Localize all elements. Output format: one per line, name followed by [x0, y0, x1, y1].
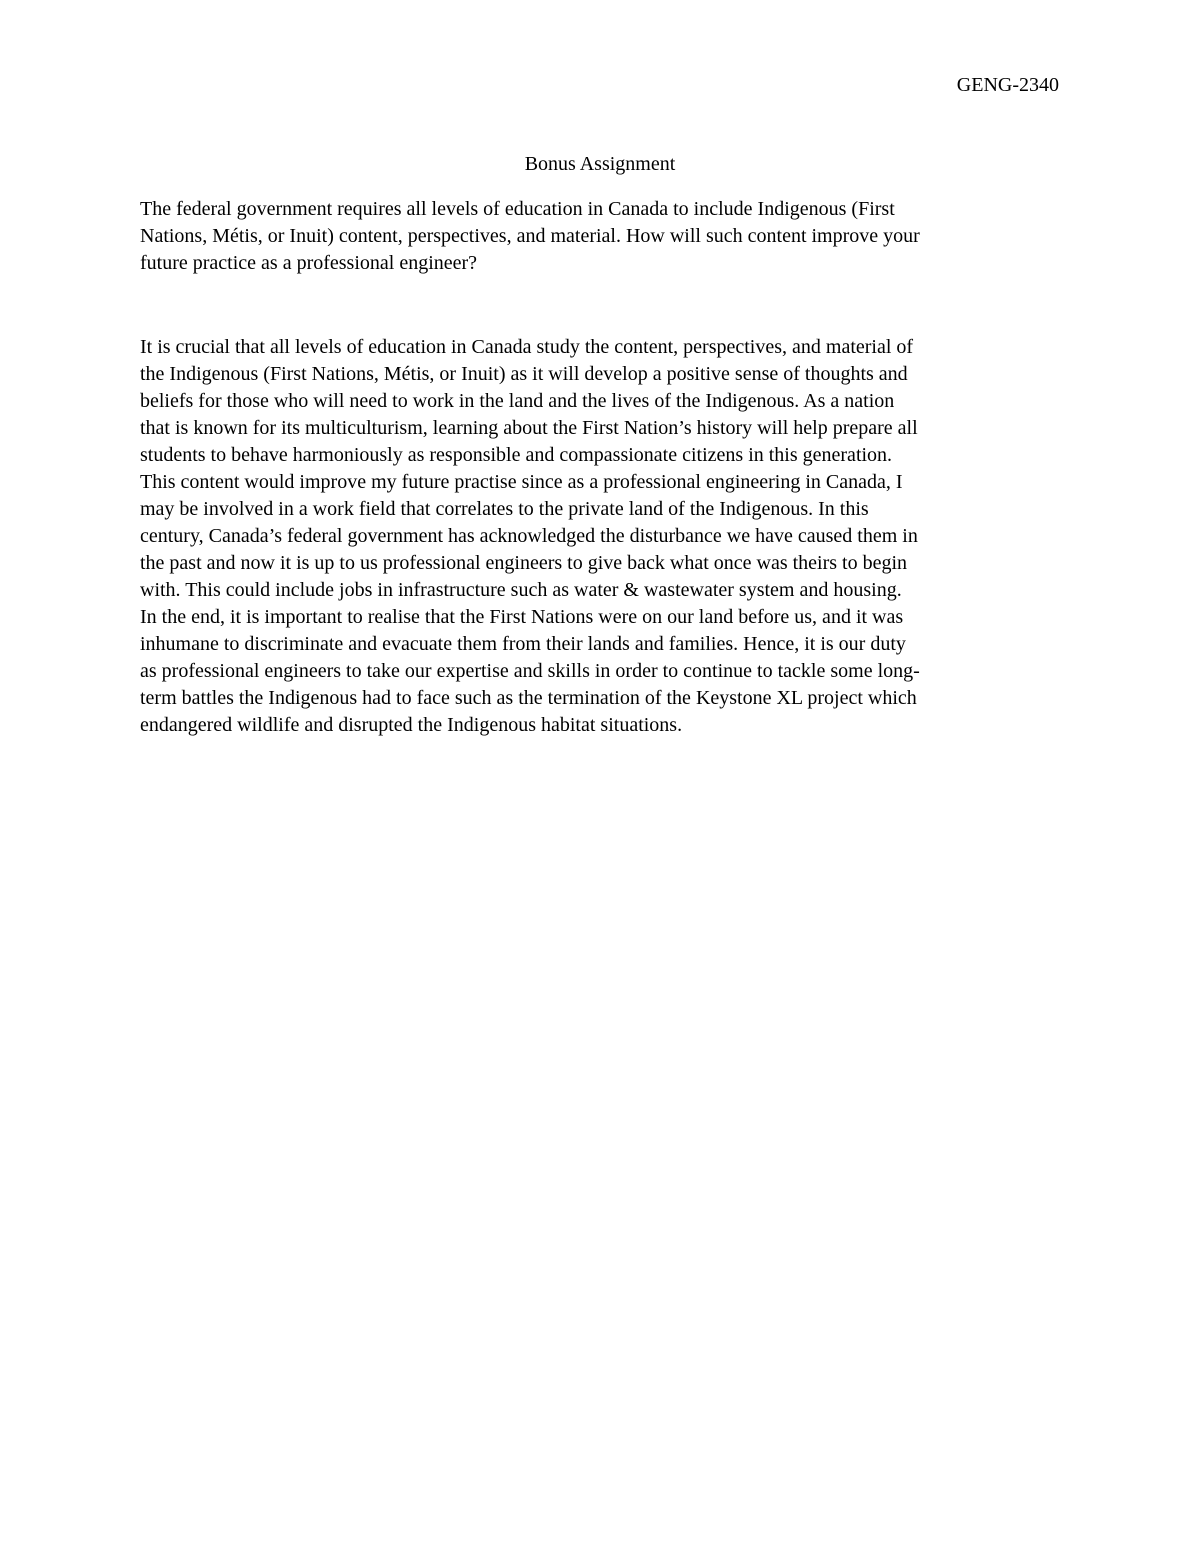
page-title: Bonus Assignment [524, 153, 676, 175]
answer-line: endangered wildlife and disrupted the Indigenous habitat situations. [140, 714, 683, 736]
answer-line: that is known for its multiculturism, learning about the First Nation’s history will help prepare all [140, 417, 918, 439]
answer-line: inhumane to discriminate and evacuate them from their lands and families. Hence, it is our duty [140, 633, 906, 655]
question-line: Nations, Métis, or Inuit) content, perspectives, and material. How will such content improve your [140, 225, 920, 247]
answer-line: It is crucial that all levels of education in Canada study the content, perspectives, and material of [140, 336, 914, 358]
answer-line: term battles the Indigenous had to face such as the termination of the Keystone XL project which [140, 687, 917, 709]
question-paragraph [140, 196, 1070, 277]
question-line: The federal government requires all levels of education in Canada to include Indigenous (First [140, 198, 895, 220]
answer-line: may be involved in a work field that correlates to the private land of the Indigenous. In this [140, 498, 869, 520]
answer-line: This content would improve my future practise since as a professional engineering in Canada, I [140, 471, 903, 493]
answer-line: the past and now it is up to us professional engineers to give back what once was theirs to begin [140, 552, 908, 574]
answer-line: In the end, it is important to realise that the First Nations were on our land before us, and it was [140, 606, 904, 628]
answer-paragraph [140, 334, 1070, 739]
answer-line: beliefs for those who will need to work in the land and the lives of the Indigenous. As a nation [140, 390, 895, 412]
answer-line: students to behave harmoniously as responsible and compassionate citizens in this generation. [140, 444, 893, 466]
question-line: future practice as a professional engineer? [140, 252, 478, 274]
answer-line: century, Canada’s federal government has acknowledged the disturbance we have caused them in [140, 525, 918, 547]
answer-line: as professional engineers to take our expertise and skills in order to continue to tackle some long- [140, 660, 920, 682]
answer-line: the Indigenous (First Nations, Métis, or Inuit) as it will develop a positive sense of thoughts and [140, 363, 908, 385]
answer-line: with. This could include jobs in infrastructure such as water & wastewater system and housing. [140, 579, 902, 601]
course-code: GENG-2340 [956, 74, 1059, 96]
